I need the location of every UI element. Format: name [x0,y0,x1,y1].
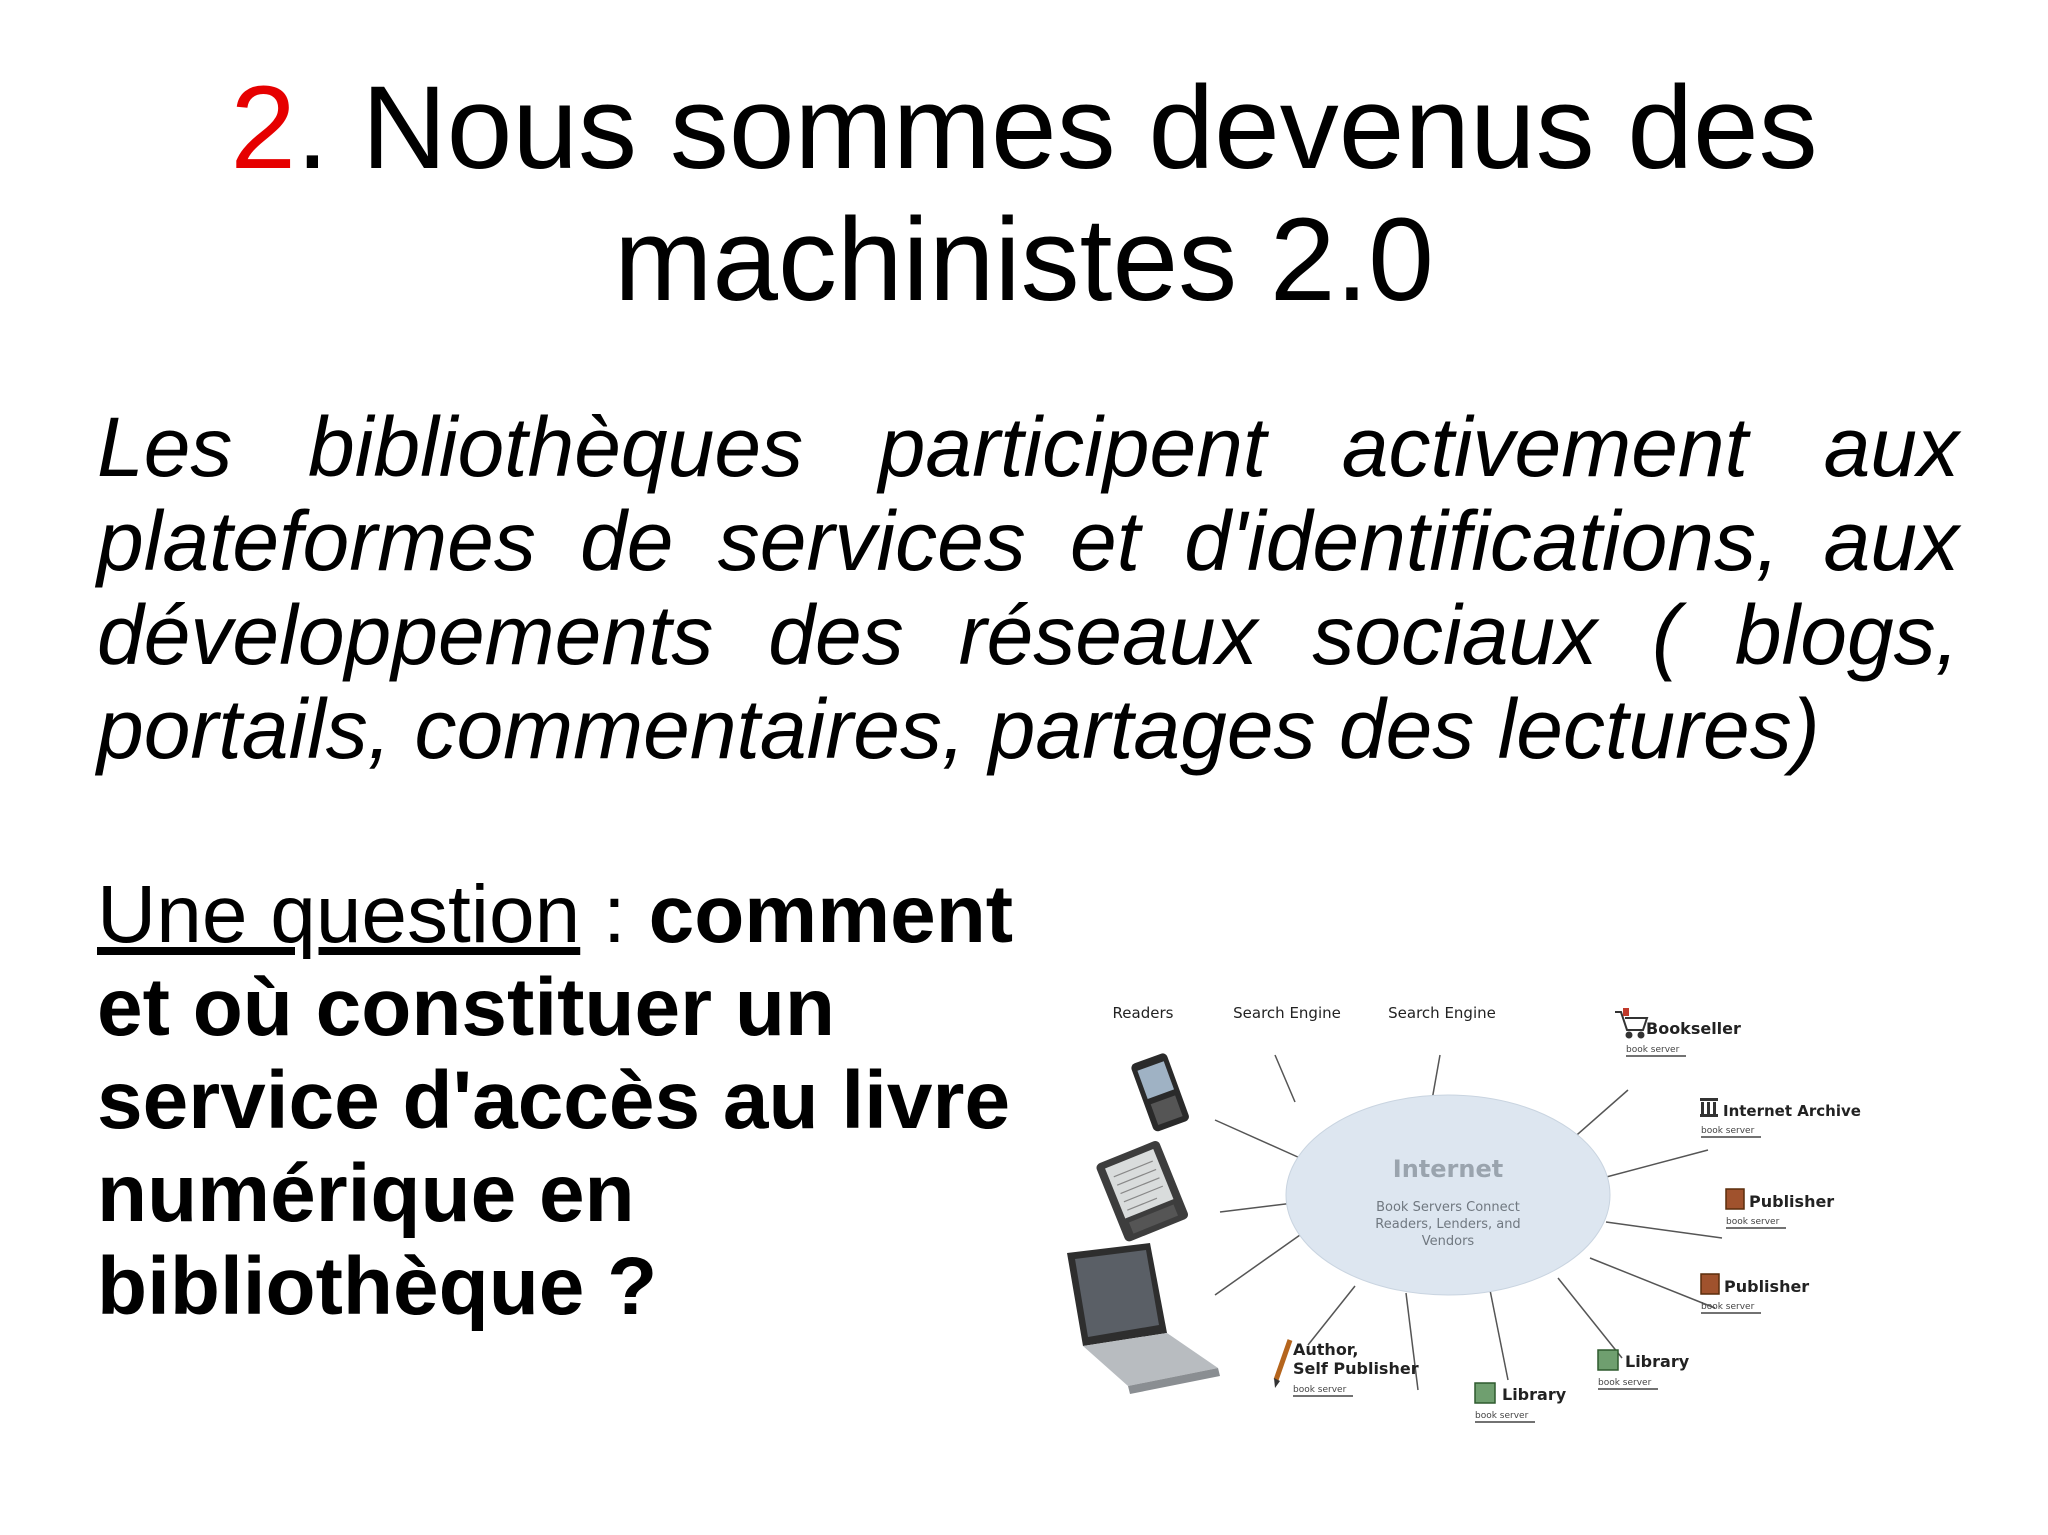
intro-paragraph: Les bibliothèques participent activement aux plateformes de services et d'identifications, aux développements des réseaux sociaux ( blogs, portails, commentaires, partages des lectures) [97,400,1959,776]
publisher-label-2: Publisher [1724,1277,1810,1296]
library-book-server-2: book server [1475,1411,1529,1421]
publisher-label-1: Publisher [1749,1192,1835,1211]
book-server-diagram [1050,990,1890,1460]
internet-caption-3: Vendors [1421,1234,1475,1249]
internet-label: Internet [1392,1155,1504,1183]
bookseller-label: Bookseller [1646,1019,1741,1038]
bookseller-book-server: book server [1626,1045,1680,1055]
publisher-book-server-2: book server [1701,1302,1755,1312]
question-paragraph [97,868,1077,1333]
author-label: Author, [1293,1340,1359,1359]
self-publisher-label: Self Publisher [1293,1359,1419,1378]
publisher-icon-1 [1726,1189,1744,1209]
search-engine-label-2: Search Engine [1388,1004,1496,1022]
readers-label: Readers [1112,1004,1174,1022]
search-engine-label-1: Search Engine [1233,1004,1341,1022]
question-text: comment et où constituer un service d'accès au livre numérique en bibliothèque ? [97,869,1014,1332]
publisher-icon-2 [1701,1274,1719,1294]
internet-caption-1: Book Servers Connect [1376,1200,1520,1215]
library-icon-1 [1598,1350,1618,1370]
title-number: 2 [230,62,296,194]
title-text: . Nous sommes devenus des machinistes 2.0 [296,62,1818,326]
question-separator: : [580,869,649,960]
library-book-server-1: book server [1598,1378,1652,1388]
ereader-icon [1095,1140,1190,1243]
slide-title [0,62,2048,326]
internet-archive-book-server: book server [1701,1126,1755,1136]
internet-ellipse [1286,1095,1610,1295]
internet-archive-label: Internet Archive [1723,1102,1861,1120]
library-label-1: Library [1625,1352,1690,1371]
publisher-book-server-1: book server [1726,1217,1780,1227]
cart-icon [1615,1012,1647,1038]
author-book-server: book server [1293,1385,1347,1395]
internet-caption-2: Readers, Lenders, and [1375,1217,1521,1232]
pencil-icon [1274,1340,1290,1388]
library-label-2: Library [1502,1385,1567,1404]
question-label: Une question [97,869,581,960]
phone-icon [1130,1052,1190,1133]
library-icon-2 [1475,1383,1495,1403]
bookseller-accent [1623,1008,1629,1016]
archive-icon [1700,1098,1718,1117]
laptop-icon [1067,1243,1220,1394]
